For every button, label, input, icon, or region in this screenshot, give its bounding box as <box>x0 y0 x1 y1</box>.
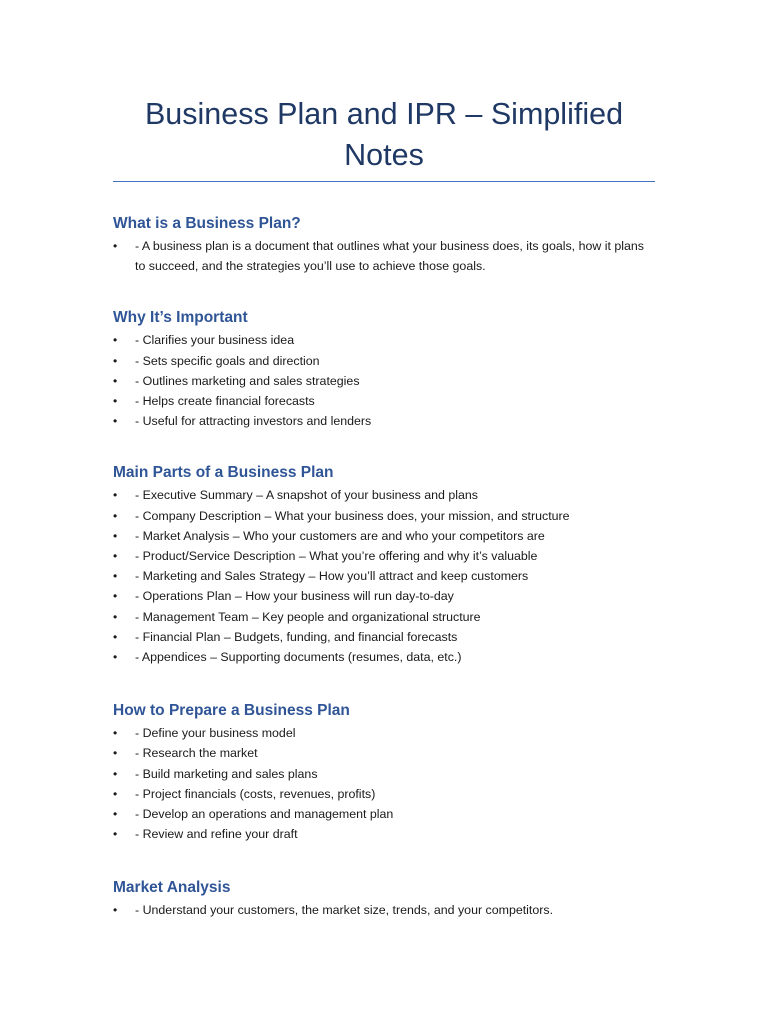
bullet-icon: • <box>113 609 118 624</box>
bullet-icon: • <box>113 353 118 368</box>
list-item-text: - A business plan is a document that outlines what your business does, its goals, how it plans to succeed, and the strategies you’ll use to achieve those goals. <box>135 239 644 274</box>
list-item <box>113 371 655 391</box>
bullet-list <box>113 723 655 844</box>
bullet-icon: • <box>113 414 118 429</box>
bullet-icon: • <box>113 508 118 523</box>
bullet-icon: • <box>113 726 118 741</box>
list-item <box>113 784 655 804</box>
list-item <box>113 804 655 824</box>
section-market-analysis <box>113 877 655 920</box>
list-item-text: - Review and refine your draft <box>135 827 298 842</box>
bullet-icon: • <box>113 650 118 665</box>
list-item <box>113 723 655 743</box>
section-heading: Main Parts of a Business Plan <box>113 464 334 482</box>
bullet-list <box>113 330 655 431</box>
bullet-icon: • <box>113 766 118 781</box>
bullet-icon: • <box>113 239 118 253</box>
list-item <box>113 236 655 276</box>
list-item-text: - Appendices – Supporting documents (resumes, data, etc.) <box>135 650 462 665</box>
list-item-text: - Product/Service Description – What you’re offering and why it’s valuable <box>135 549 538 564</box>
list-item <box>113 411 655 431</box>
bullet-icon: • <box>113 549 118 564</box>
section-why-important <box>113 307 655 431</box>
bullet-list <box>113 485 655 667</box>
section-main-parts <box>113 462 655 667</box>
bullet-icon: • <box>113 373 118 388</box>
bullet-icon: • <box>113 807 118 822</box>
list-item-text: - Project financials (costs, revenues, profits) <box>135 786 376 801</box>
section-how-to-prepare <box>113 700 655 844</box>
list-item <box>113 764 655 784</box>
list-item <box>113 824 655 844</box>
bullet-icon: • <box>113 528 118 543</box>
list-item <box>113 647 655 667</box>
list-item-text: - Understand your customers, the market size, trends, and your competitors. <box>135 903 554 918</box>
list-item-text: - Define your business model <box>135 726 296 741</box>
section-heading: What is a Business Plan? <box>113 215 301 232</box>
list-item-text: - Clarifies your business idea <box>135 333 295 348</box>
list-item <box>113 485 655 505</box>
bullet-icon: • <box>113 629 118 644</box>
list-item <box>113 506 655 526</box>
section-what-is-business-plan <box>113 213 655 276</box>
bullet-icon: • <box>113 903 118 918</box>
list-item-text: - Management Team – Key people and organizational structure <box>135 609 481 624</box>
section-heading: Why It’s Important <box>113 309 248 327</box>
bullet-icon: • <box>113 827 118 842</box>
bullet-icon: • <box>113 746 118 761</box>
list-item-text: - Marketing and Sales Strategy – How you’ll attract and keep customers <box>135 569 529 584</box>
list-item-text: - Executive Summary – A snapshot of your business and plans <box>135 488 478 503</box>
list-item-text: - Operations Plan – How your business will run day-to-day <box>135 589 454 604</box>
list-item-text: - Company Description – What your business does, your mission, and structure <box>135 508 570 523</box>
list-item <box>113 743 655 763</box>
list-item <box>113 351 655 371</box>
list-item-text: - Useful for attracting investors and lenders <box>135 414 372 429</box>
list-item-text: - Develop an operations and management plan <box>135 807 394 822</box>
list-item <box>113 330 655 350</box>
bullet-icon: • <box>113 589 118 604</box>
list-item-text: - Helps create financial forecasts <box>135 394 315 409</box>
list-item-text: - Outlines marketing and sales strategies <box>135 373 360 388</box>
document-page <box>113 0 655 921</box>
section-heading: Market Analysis <box>113 879 231 897</box>
list-item-text: - Build marketing and sales plans <box>135 766 318 781</box>
bullet-list <box>113 236 655 276</box>
bullet-icon: • <box>113 333 118 348</box>
title-divider <box>113 181 655 182</box>
list-item <box>113 586 655 606</box>
bullet-icon: • <box>113 488 118 503</box>
list-item-text: - Sets specific goals and direction <box>135 353 320 368</box>
list-item <box>113 546 655 566</box>
list-item-text: - Market Analysis – Who your customers are and who your competitors are <box>135 528 545 543</box>
list-item <box>113 900 655 920</box>
list-item <box>113 566 655 586</box>
list-item-text: - Research the market <box>135 746 258 761</box>
list-item <box>113 526 655 546</box>
section-heading: How to Prepare a Business Plan <box>113 702 350 720</box>
document-title: Business Plan and IPR – Simplified Notes <box>144 97 624 172</box>
bullet-icon: • <box>113 786 118 801</box>
list-item <box>113 627 655 647</box>
list-item <box>113 391 655 411</box>
bullet-icon: • <box>113 394 118 409</box>
bullet-list <box>113 900 655 920</box>
list-item-text: - Financial Plan – Budgets, funding, and financial forecasts <box>135 629 458 644</box>
bullet-icon: • <box>113 569 118 584</box>
list-item <box>113 607 655 627</box>
